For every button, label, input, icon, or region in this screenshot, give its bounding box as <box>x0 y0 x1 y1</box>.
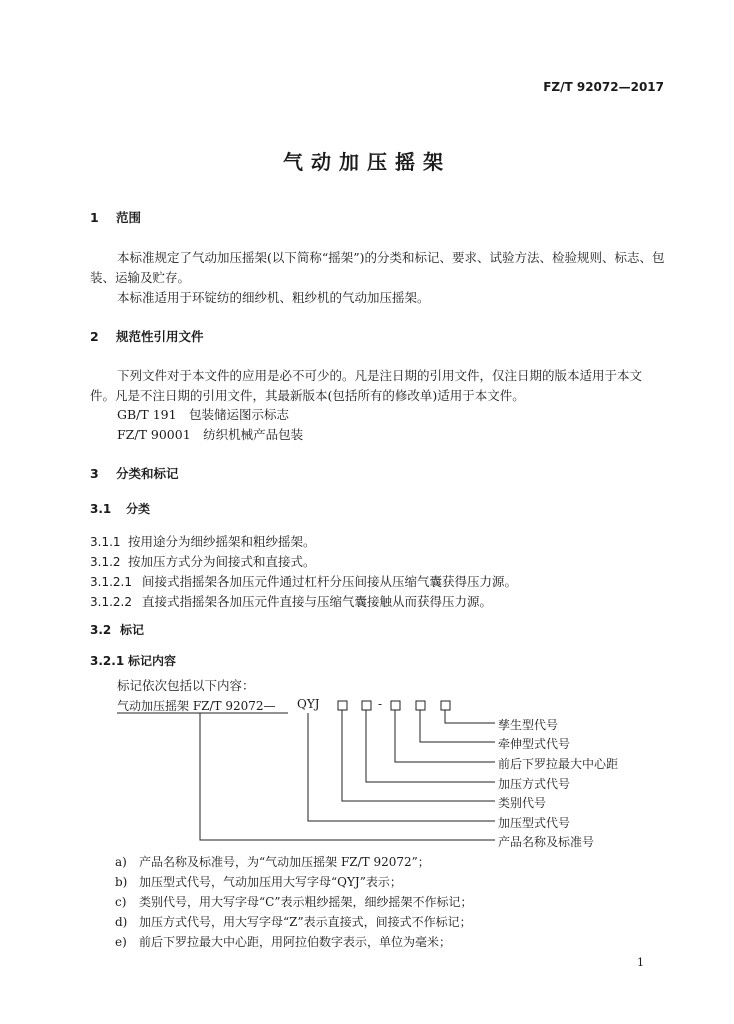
placeholder-box-category <box>338 701 347 710</box>
clause-number: 3.1.2.1 <box>90 575 132 589</box>
list-text: 加压型式代号，气动加压用大写字母“QYJ”表示； <box>139 875 402 889</box>
list-marker: c) <box>115 895 127 909</box>
list-marker: d) <box>115 915 128 929</box>
scope-paragraph-2: 本标准适用于环锭纺的细纱机、粗纱机的气动加压摇架。 <box>117 290 430 305</box>
list-item-d <box>115 913 472 930</box>
scope-paragraph-line1: 本标准规定了气动加压摇架(以下简称“摇架”)的分类和标记、要求、试验方法、检验规则、标志、包 <box>117 250 665 265</box>
list-text: 前后下罗拉最大中心距，用阿拉伯数字表示，单位为毫米； <box>139 935 452 949</box>
list-marker: e) <box>115 935 127 949</box>
leader-pressure-type <box>308 713 495 821</box>
reference-gb-t-191: GB/T 191 包装储运图示标志 <box>117 407 290 422</box>
marking-prefix: 气动加压摇架 FZ/T 92072— <box>117 699 276 713</box>
scope-paragraph-line2: 装、运输及贮存。 <box>90 270 191 285</box>
subsection-title: 分类 <box>126 502 151 516</box>
clause-text: 间接式指摇架各加压元件通过杠杆分压间接从压缩气囊获得压力源。 <box>142 574 518 589</box>
diagram-label-derived-type: 孳生型代号 <box>498 718 559 732</box>
diagram-label-drafting-type: 牵伸型式代号 <box>498 737 571 751</box>
clause-text: 按用途分为细纱摇架和粗纱摇架。 <box>128 534 316 549</box>
list-item-b <box>115 873 402 890</box>
references-paragraph-line1: 下列文件对于本文件的应用是必不可少的。凡是注日期的引用文件，仅注日期的版本适用于本文 <box>117 368 643 383</box>
diagram-label-roller-distance: 前后下罗拉最大中心距 <box>498 757 619 771</box>
section-number: 2 <box>90 329 99 344</box>
marking-dash: - <box>378 697 383 711</box>
list-text: 加压方式代号，用大写字母“Z”表示直接式，间接式不作标记； <box>139 915 472 929</box>
list-marker: a) <box>115 855 127 869</box>
diagram-label-pressure-type: 加压型式代号 <box>498 816 571 830</box>
leader-pressure-method <box>366 710 495 782</box>
list-item-c <box>115 893 472 910</box>
marking-intro: 标记依次包括以下内容： <box>117 678 255 693</box>
section-title: 分类和标记 <box>116 466 179 481</box>
document-title: 气动加压摇架 <box>283 150 451 174</box>
list-marker: b) <box>115 875 128 889</box>
clause-title: 标记内容 <box>128 654 177 668</box>
list-item-e <box>115 933 451 950</box>
diagram-label-product-name: 产品名称及标准号 <box>498 835 595 849</box>
subsection-number: 3.1 <box>90 502 112 516</box>
clause-number: 3.1.2.2 <box>90 595 132 609</box>
list-text: 产品名称及标准号，为“气动加压摇架 FZ/T 92072”； <box>139 855 430 869</box>
list-text: 类别代号，用大写字母“C”表示粗纱摇架，细纱摇架不作标记； <box>139 895 473 909</box>
reference-fz-t-90001: FZ/T 90001 纺织机械产品包装 <box>117 427 304 442</box>
subsection-title: 标记 <box>120 623 145 637</box>
placeholder-box-drafting-type <box>416 701 425 710</box>
section-title: 规范性引用文件 <box>116 329 204 344</box>
clause-number: 3.1.1 <box>90 535 121 549</box>
placeholder-box-pressure-method <box>362 701 371 710</box>
leader-drafting-type <box>420 710 495 742</box>
section-title: 范围 <box>116 210 142 225</box>
section-number: 3 <box>90 466 99 481</box>
diagram-label-category: 类别代号 <box>498 796 547 810</box>
diagram-label-pressure-method: 加压方式代号 <box>498 777 571 791</box>
placeholder-box-roller-distance <box>391 701 400 710</box>
page-number: 1 <box>637 956 644 969</box>
clause-number: 3.1.2 <box>90 555 121 569</box>
subsection-number: 3.2 <box>90 623 112 637</box>
marking-code-qyj: QYJ <box>297 697 320 711</box>
list-item-a <box>115 853 430 870</box>
clause-number: 3.2.1 <box>90 654 125 668</box>
section-number: 1 <box>90 210 99 225</box>
leader-derived-type <box>445 710 495 723</box>
standard-code: FZ/T 92072—2017 <box>543 80 664 94</box>
clause-text: 按加压方式分为间接式和直接式。 <box>128 554 316 569</box>
references-paragraph-line2: 件。凡是不注日期的引用文件，其最新版本(包括所有的修改单)适用于本文件。 <box>90 388 525 403</box>
placeholder-box-derived-type <box>441 701 450 710</box>
clause-text: 直接式指摇架各加压元件直接与压缩气囊接触从而获得压力源。 <box>142 594 493 609</box>
leader-category <box>342 710 495 801</box>
